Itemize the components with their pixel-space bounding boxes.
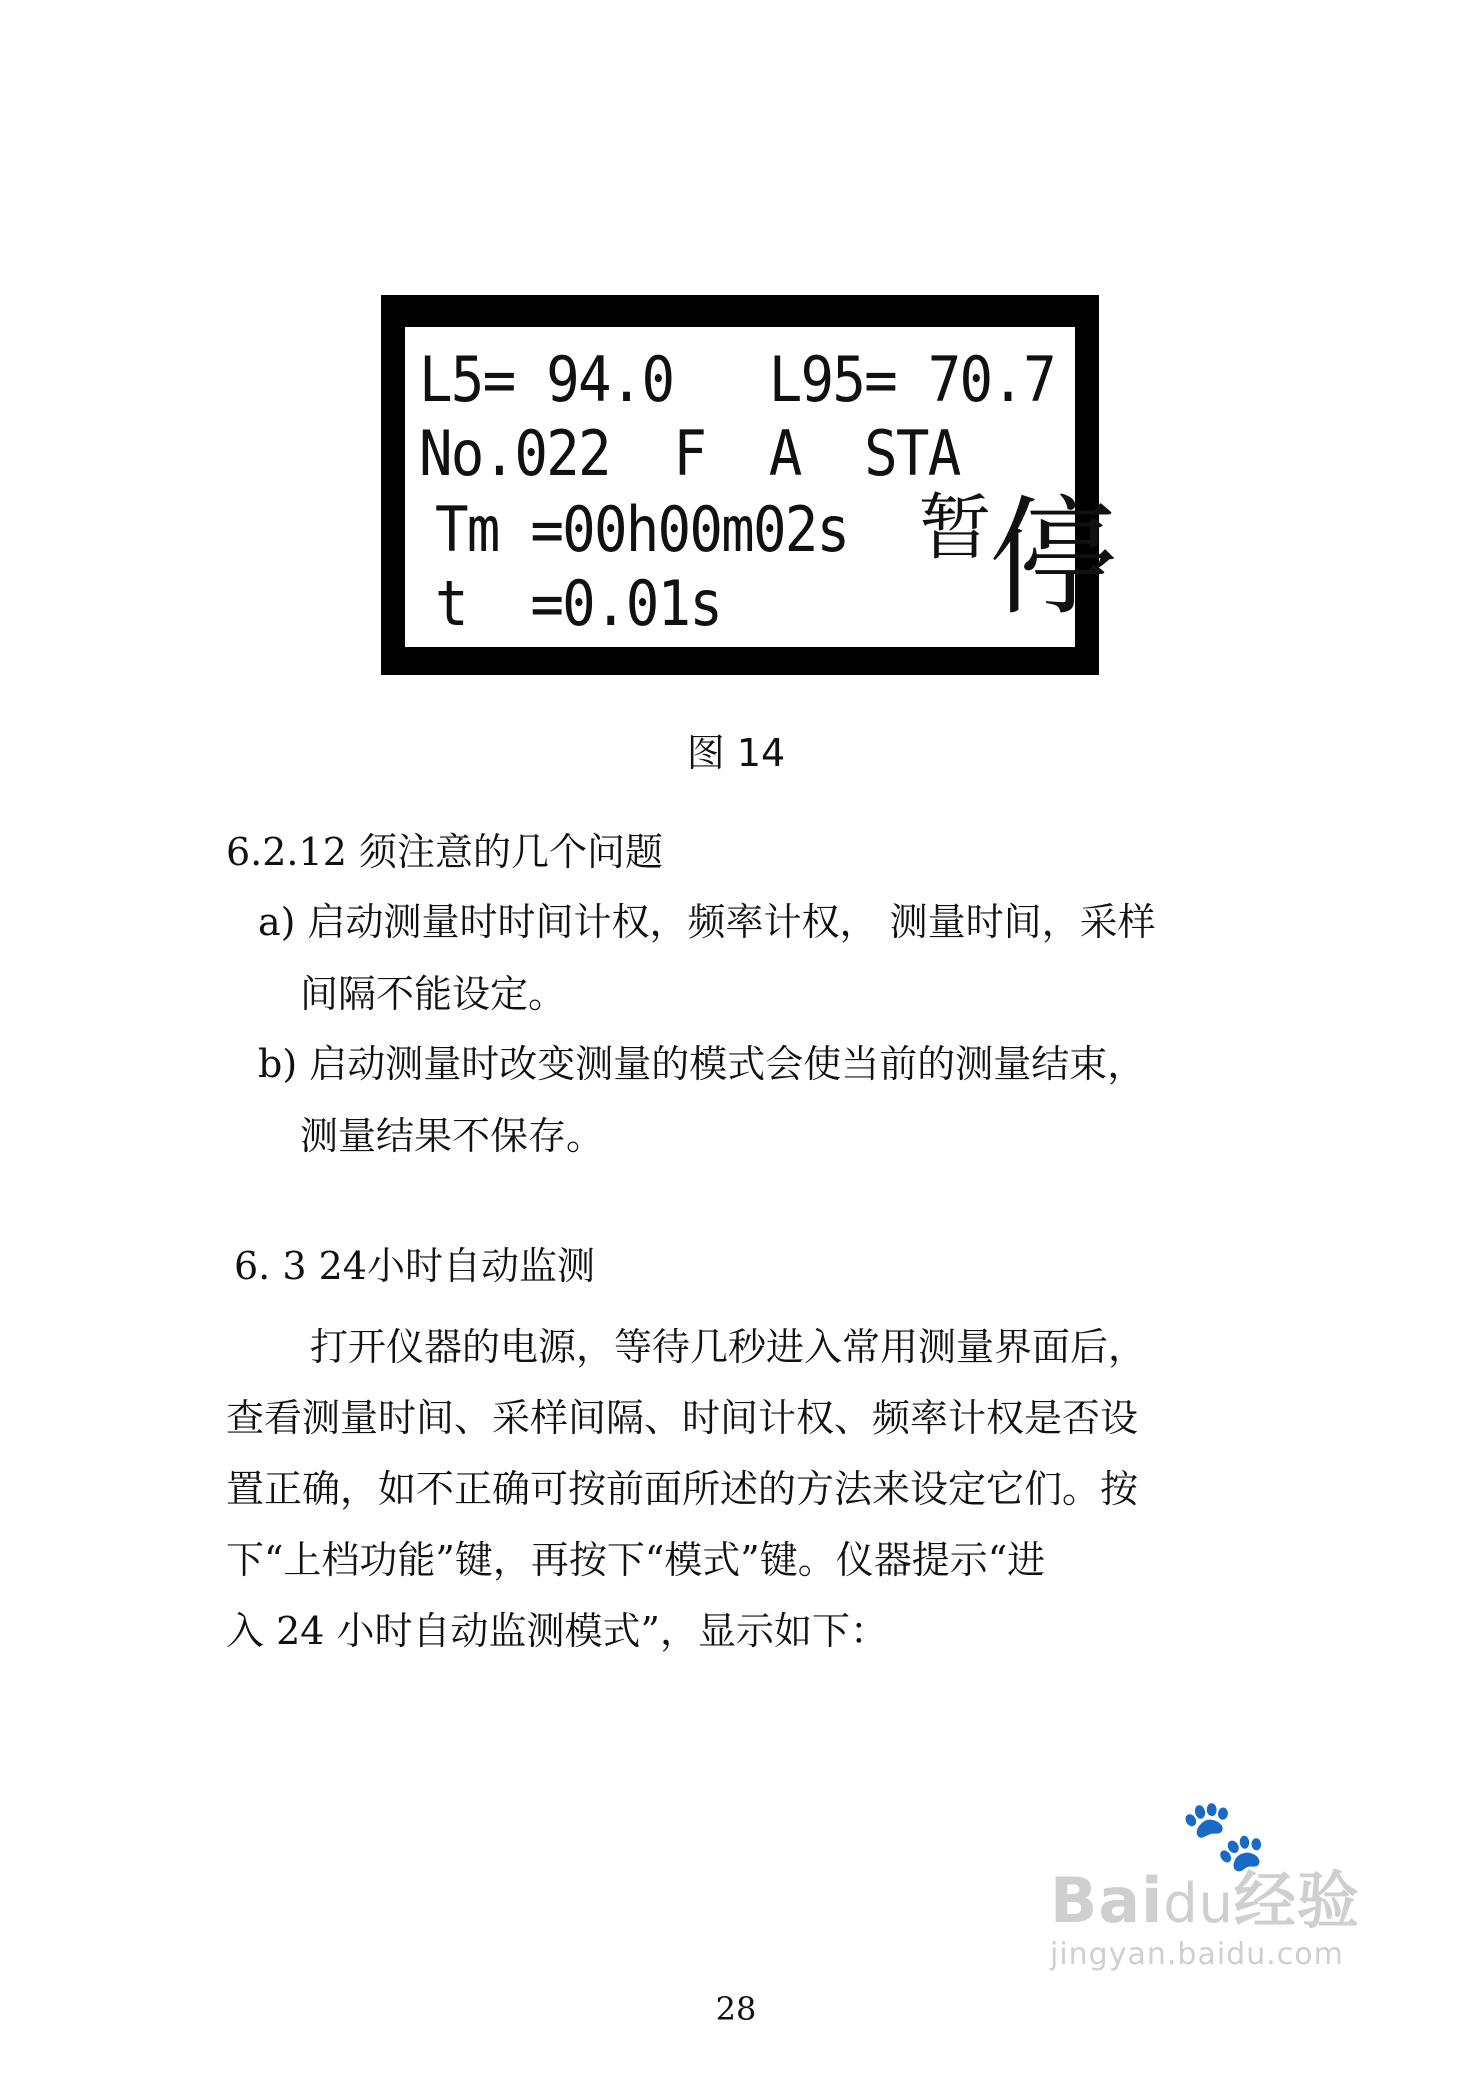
watermark-url: jingyan.baidu.com — [1050, 1937, 1344, 1972]
paragraph-line: 下“上档功能”键，再按下“模式”键。仪器提示“进 — [226, 1538, 1046, 1582]
lcd-line-levels: L5= 94.0 L95= 70.7 — [419, 343, 1055, 416]
list-item-b-line-1: b) 启动测量时改变测量的模式会使当前的测量结束， — [258, 1042, 1146, 1086]
lcd-line-interval: t =0.01s — [435, 567, 722, 640]
section-heading-6212: 6.2.12 须注意的几个问题 — [226, 830, 663, 874]
lcd-screen — [405, 327, 1118, 647]
lcd-pause-char-2: 停 — [989, 484, 1118, 633]
list-item-a-line-1: a) 启动测量时时间计权，频率计权， 测量时间，采样 — [258, 900, 1156, 944]
lcd-line-time: Tm =00h00m02s — [435, 493, 849, 566]
page-number: 28 — [715, 1990, 757, 2028]
paragraph-line: 打开仪器的电源，等待几秒进入常用测量界面后， — [310, 1325, 1147, 1369]
figure-caption: 图 14 — [686, 731, 786, 775]
list-item-b-line-2: 测量结果不保存。 — [300, 1114, 605, 1158]
paragraph-line: 入 24 小时自动监测模式”，显示如下： — [226, 1609, 888, 1653]
lcd-line-status: No.022 F A STA — [419, 417, 960, 490]
section-heading-63: 6. 3 24小时自动监测 — [234, 1244, 595, 1288]
list-item-a-line-2: 间隔不能设定。 — [300, 972, 567, 1016]
section-63-paragraph — [226, 1312, 1254, 1667]
paragraph-line: 置正确，如不正确可按前面所述的方法来设定它们。按 — [226, 1467, 1139, 1511]
watermark-brand: Baidu经验 — [1050, 1864, 1360, 1937]
paw-icon: 🐾 — [1180, 1794, 1268, 1876]
lcd-display-figure — [381, 295, 1118, 675]
baidu-jingyan-watermark — [1050, 1794, 1410, 1980]
lcd-pause-char-1: 暂 — [907, 489, 991, 565]
paragraph-line: 查看测量时间、采样间隔、时间计权、频率计权是否设 — [226, 1396, 1139, 1440]
